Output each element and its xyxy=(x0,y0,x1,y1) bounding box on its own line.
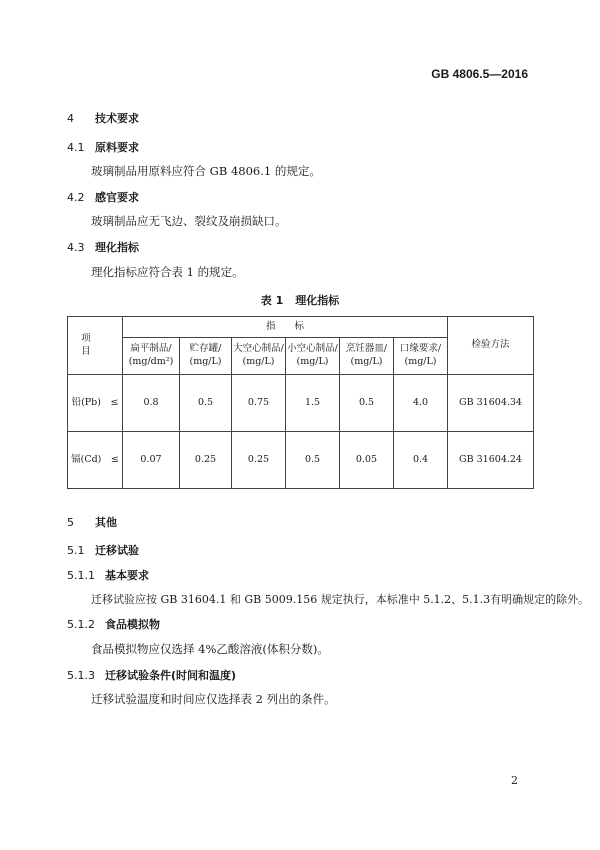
table-cell: 0.25 xyxy=(232,432,286,489)
section-5-1-3-heading xyxy=(67,667,236,683)
section-5-1-heading xyxy=(67,542,139,558)
table-cell: 0.25 xyxy=(180,432,232,489)
row-method: GB 31604.24 xyxy=(448,432,534,489)
section-number: 5.1 xyxy=(67,544,85,557)
standard-number: GB 4806.5—2016 xyxy=(431,67,528,81)
section-title: 基本要求 xyxy=(105,569,149,582)
section-title: 迁移试验条件(时间和温度) xyxy=(105,669,237,682)
table-cell: 0.5 xyxy=(340,375,394,432)
indicator-header: 指 标 xyxy=(123,317,448,338)
section-number: 5 xyxy=(67,516,74,529)
row-item: 镉(Cd) ≤ xyxy=(68,432,123,489)
section-number: 5.1.2 xyxy=(67,618,95,631)
section-5-1-2-heading xyxy=(67,616,160,632)
section-number: 5.1.3 xyxy=(67,669,95,682)
section-5-1-1-heading xyxy=(67,567,149,583)
section-4-2-heading xyxy=(67,189,139,205)
section-4-heading xyxy=(67,110,139,126)
table-caption-number: 表 1 xyxy=(260,294,284,307)
table-cell: 0.5 xyxy=(180,375,232,432)
section-4-2-text: 玻璃制品应无飞边、裂纹及崩损缺口。 xyxy=(91,214,287,228)
table-1-caption xyxy=(0,292,600,308)
section-number: 4.3 xyxy=(67,241,85,254)
section-title: 迁移试验 xyxy=(95,544,139,557)
section-4-1-heading xyxy=(67,139,139,155)
section-number: 4.2 xyxy=(67,191,85,204)
item-header: 项 目 xyxy=(68,317,123,375)
section-4-3-heading xyxy=(67,239,139,255)
table-1 xyxy=(67,316,534,489)
table-header-row xyxy=(68,317,534,338)
section-4-1-text: 玻璃制品用原料应符合 GB 4806.1 的规定。 xyxy=(91,164,321,178)
section-title: 其他 xyxy=(95,516,117,529)
table-cell: 1.5 xyxy=(286,375,340,432)
column-header: 小空心制品/ (mg/L) xyxy=(286,338,340,375)
section-number: 5.1.1 xyxy=(67,569,95,582)
section-title: 感官要求 xyxy=(95,191,139,204)
row-method: GB 31604.34 xyxy=(448,375,534,432)
section-title: 技术要求 xyxy=(95,112,139,125)
column-header: 贮存罐/ (mg/L) xyxy=(180,338,232,375)
section-title: 食品模拟物 xyxy=(105,618,160,631)
section-title: 理化指标 xyxy=(95,241,139,254)
table-row xyxy=(68,375,534,432)
column-header: 扁平制品/ (mg/dm²) xyxy=(123,338,180,375)
table-cell: 4.0 xyxy=(394,375,448,432)
section-title: 原料要求 xyxy=(95,141,139,154)
section-4-3-text: 理化指标应符合表 1 的规定。 xyxy=(91,265,244,279)
section-number: 4 xyxy=(67,112,74,125)
page-number: 2 xyxy=(511,774,518,787)
section-5-1-2-text: 食品模拟物应仅选择 4%乙酸溶液(体积分数)。 xyxy=(91,642,329,656)
table-cell: 0.07 xyxy=(123,432,180,489)
table-row xyxy=(68,432,534,489)
section-5-1-3-text: 迁移试验温度和时间应仅选择表 2 列出的条件。 xyxy=(91,692,336,706)
column-header: 大空心制品/ (mg/L) xyxy=(232,338,286,375)
row-item: 铅(Pb) ≤ xyxy=(68,375,123,432)
method-header: 检验方法 xyxy=(448,317,534,375)
table-cell: 0.05 xyxy=(340,432,394,489)
table-cell: 0.75 xyxy=(232,375,286,432)
table-cell: 0.8 xyxy=(123,375,180,432)
table-cell: 0.5 xyxy=(286,432,340,489)
column-header: 口缘要求/ (mg/L) xyxy=(394,338,448,375)
table-caption-title: 理化指标 xyxy=(295,294,340,307)
column-header: 烹饪器皿/ (mg/L) xyxy=(340,338,394,375)
table-cell: 0.4 xyxy=(394,432,448,489)
section-5-heading xyxy=(67,514,117,530)
section-5-1-1-text: 迁移试验应按 GB 31604.1 和 GB 5009.156 规定执行，本标准中 5.1.2、5.1.3有明确规定的除外。 xyxy=(91,593,590,606)
section-number: 4.1 xyxy=(67,141,85,154)
